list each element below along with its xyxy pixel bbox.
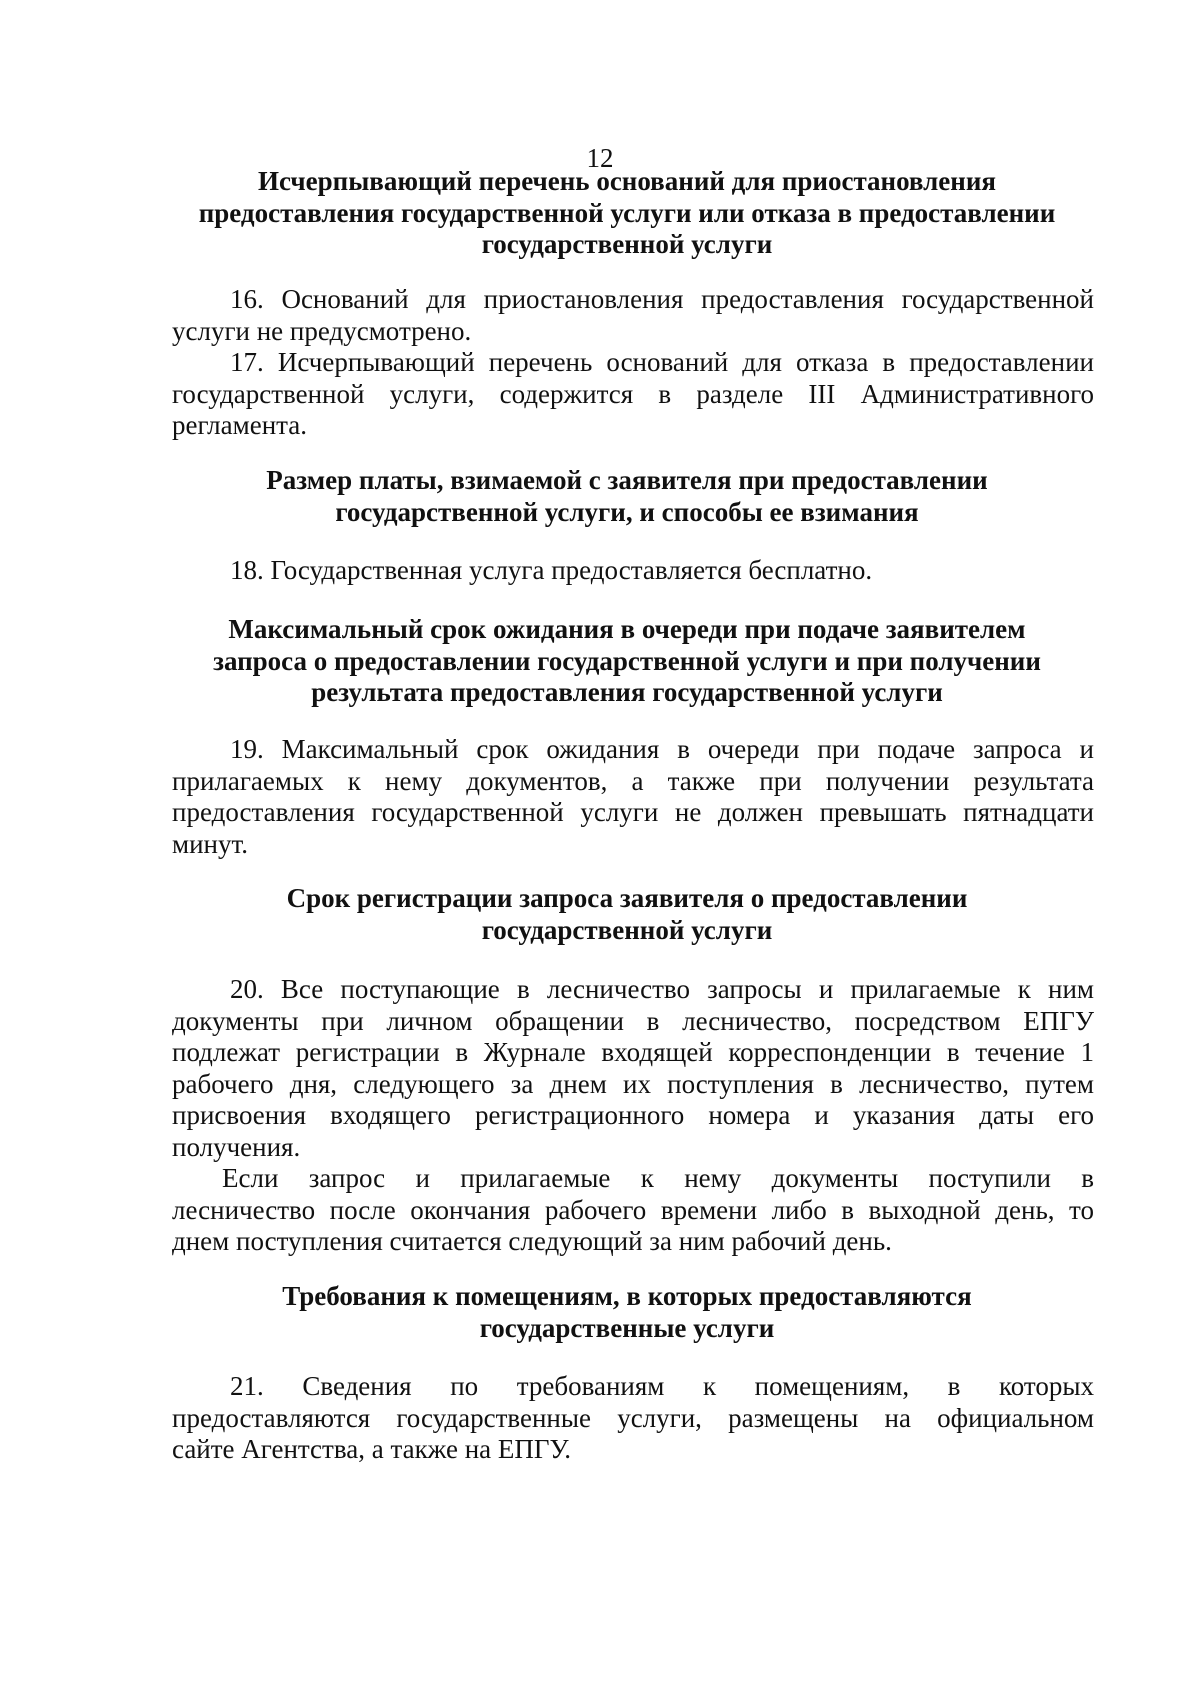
paragraph-21: [172, 1371, 1094, 1466]
text-line: получения.: [172, 1131, 301, 1162]
heading-line: Требования к помещениям, в которых предоставляются: [282, 1281, 972, 1311]
heading-line: Размер платы, взимаемой с заявителя при предоставлении: [266, 465, 988, 495]
section-heading: [160, 883, 1094, 946]
section-heading: [160, 614, 1094, 709]
heading-line: государственные услуги: [479, 1312, 775, 1343]
paragraph-18: [172, 555, 1094, 587]
heading-line: Срок регистрации запроса заявителя о предоставлении: [286, 883, 968, 913]
paragraph-20-cont: [172, 1163, 1094, 1258]
text-line: предоставления государственной услуги не должен превышать пятнадцати: [172, 797, 1094, 827]
text-line: лесничество после окончания рабочего времени либо в выходной день, то: [172, 1194, 1094, 1225]
text-line: присвоения входящего регистрационного номера и указания даты его: [172, 1100, 1094, 1130]
text-line: минут.: [172, 828, 249, 859]
paragraph-19: [172, 734, 1094, 860]
section-heading: [160, 1281, 1094, 1344]
heading-line: результата предоставления государственной услуги: [311, 677, 943, 707]
section-heading: [160, 166, 1094, 261]
heading-line: предоставления государственной услуги или отказа в предоставлении: [198, 197, 1056, 228]
text-line: 18. Государственная услуга предоставляется бесплатно.: [230, 555, 873, 585]
heading-line: государственной услуги: [481, 229, 773, 259]
page-number: 12: [586, 143, 614, 173]
text-line: рабочего дня, следующего за днем их поступления в лесничество, путем: [172, 1068, 1094, 1099]
text-line: услуги не предусмотрено.: [172, 315, 472, 346]
text-line: подлежат регистрации в Журнале входящей корреспонденции в течение 1: [172, 1037, 1094, 1067]
text-line: 20. Все поступающие в лесничество запросы и прилагаемые к ним: [230, 974, 1094, 1004]
paragraph-20: [172, 974, 1094, 1163]
text-line: 16. Оснований для приостановления предоставления государственной: [230, 284, 1094, 314]
text-line: прилагаемых к нему документов, а также при получении результата: [172, 765, 1094, 796]
section-heading: [160, 465, 1094, 528]
paragraph-16: [172, 284, 1094, 347]
heading-line: запроса о предоставлении государственной услуги и при получении: [213, 645, 1041, 676]
text-line: государственной услуги, содержится в разделе III Административного: [172, 378, 1094, 409]
text-line: регламента.: [172, 410, 308, 440]
heading-line: Исчерпывающий перечень оснований для приостановления: [257, 166, 997, 196]
heading-line: государственной услуги: [481, 914, 773, 945]
text-line: Если запрос и прилагаемые к нему документы поступили в: [222, 1163, 1094, 1193]
text-line: сайте Агентства, а также на ЕПГУ.: [172, 1434, 571, 1464]
text-line: предоставляются государственные услуги, размещены на официальном: [172, 1402, 1094, 1433]
text-line: 19. Максимальный срок ожидания в очереди при подаче запроса и: [230, 734, 1094, 764]
text-line: 17. Исчерпывающий перечень оснований для отказа в предоставлении: [230, 347, 1094, 377]
heading-line: Максимальный срок ожидания в очереди при подаче заявителем: [228, 614, 1026, 644]
text-line: днем поступления считается следующий за ним рабочий день.: [172, 1226, 892, 1256]
heading-line: государственной услуги, и способы ее взимания: [335, 496, 919, 527]
text-line: 21. Сведения по требованиям к помещениям, в которых: [230, 1371, 1094, 1401]
paragraph-17: [172, 347, 1094, 442]
text-line: документы при личном обращении в лесничество, посредством ЕПГУ: [172, 1005, 1094, 1036]
